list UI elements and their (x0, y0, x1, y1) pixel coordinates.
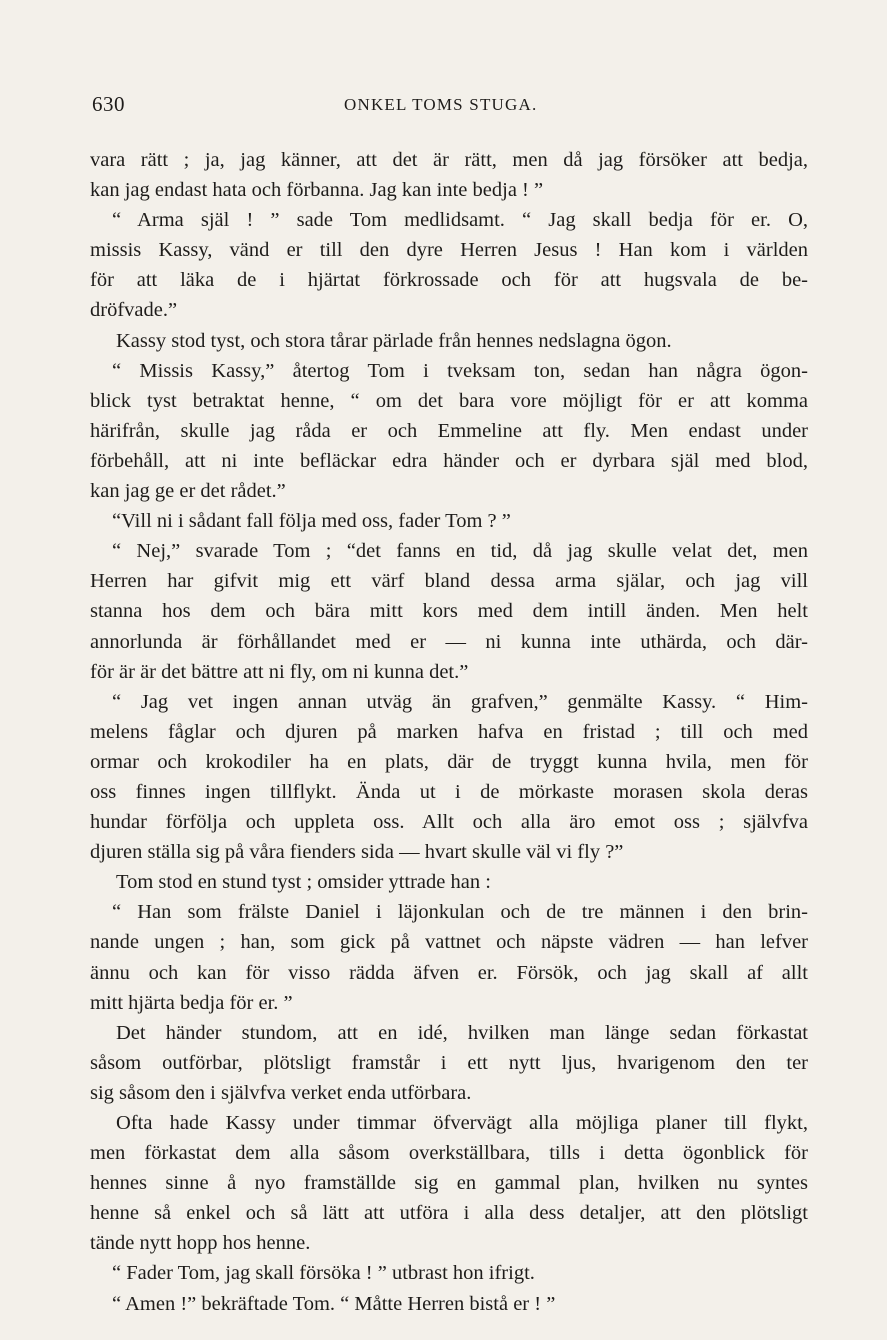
text-line: förbehåll, att ni inte befläckar edra händer och er dyrbara själ med blod, (90, 449, 808, 472)
text-line: ännu och kan för visso rädda äfven er. Försök, och jag skall af allt (90, 961, 808, 984)
text-line: nande ungen ; han, som gick på vattnet och näpste vädren — han lefver (90, 931, 808, 954)
text-line: Ofta hade Kassy under timmar öfvervägt alla möjliga planer till flykt, (116, 1112, 808, 1134)
text-line: “ Jag vet ingen annan utväg än grafven,” genmälte Kassy. “ Him- (112, 690, 808, 713)
body-text (90, 145, 808, 1319)
text-line: Herren har gifvit mig ett värf bland dessa arma själar, och jag vill (90, 570, 808, 593)
text-line: “ Nej,” svarade Tom ; “det fanns en tid, då jag skulle velat det, men (112, 540, 808, 563)
text-line: “ Arma själ ! ” sade Tom medlidsamt. “ Jag skall bedja för er. O, (112, 209, 808, 232)
text-line: härifrån, skulle jag råda er och Emmeline att fly. Men endast under (90, 419, 808, 442)
text-line: för är är det bättre att ni fly, om ni kunna det.” (90, 660, 469, 683)
text-line: för att läka de i hjärtat förkrossade och för att hugsvala de be- (90, 269, 808, 292)
text-line: dröfvade.” (90, 299, 178, 322)
page-number: 630 (92, 92, 125, 116)
text-line: annorlunda är förhållandet med er — ni kunna inte uthärda, och där- (90, 630, 808, 653)
text-line: hundar förfölja och uppleta oss. Allt och alla äro emot oss ; självfva (90, 811, 808, 834)
page-header (92, 92, 812, 122)
text-line: ormar och krokodiler ha en plats, där de tryggt kunna hvila, men för (90, 750, 808, 773)
text-line: sig såsom den i självfva verket enda utförbara. (90, 1081, 472, 1104)
text-line: “ Fader Tom, jag skall försöka ! ” utbrast hon ifrigt. (112, 1262, 535, 1285)
text-line: mitt hjärta bedja för er. ” (90, 991, 293, 1014)
text-line: melens fåglar och djuren på marken hafva en fristad ; till och med (90, 720, 808, 743)
text-line: men förkastat dem alla såsom overkställbara, tills i detta ögonblick för (90, 1142, 808, 1165)
text-line: hennes sinne å nyo framställde sig en gammal plan, hvilken nu syntes (90, 1172, 808, 1195)
text-line: oss finnes ingen tillflykt. Ända ut i de mörkaste morasen skola deras (90, 780, 808, 803)
text-line: Tom stod en stund tyst ; omsider yttrade han : (116, 871, 491, 894)
text-line: såsom outförbar, plötsligt framstår i ett nytt ljus, hvarigenom den ter (90, 1051, 808, 1074)
text-line: “Vill ni i sådant fall följa med oss, fader Tom ? ” (112, 510, 511, 533)
text-line: Det händer stundom, att en idé, hvilken man länge sedan förkastat (116, 1021, 808, 1044)
text-line: “ Amen !” bekräftade Tom. “ Måtte Herren bistå er ! ” (112, 1292, 556, 1315)
text-line: “ Han som frälste Daniel i läjonkulan och de tre männen i den brin- (112, 901, 808, 924)
text-line: kan jag endast hata och förbanna. Jag kan inte bedja ! ” (90, 179, 544, 202)
text-line: tände nytt hopp hos henne. (90, 1232, 311, 1255)
text-line: Kassy stod tyst, och stora tårar pärlade från hennes nedslagna ögon. (116, 329, 672, 352)
text-line: djuren ställa sig på våra fienders sida — hvart skulle väl vi fly ?” (90, 841, 624, 864)
text-line: vara rätt ; ja, jag känner, att det är rätt, men då jag försöker att bedja, (90, 149, 808, 171)
text-line: missis Kassy, vänd er till den dyre Herren Jesus ! Han kom i världen (90, 239, 808, 262)
text-line: kan jag ge er det rådet.” (90, 480, 286, 503)
text-line: henne så enkel och så lätt att utföra i alla dess detaljer, att den plötsligt (90, 1202, 808, 1225)
text-line: “ Missis Kassy,” återtog Tom i tveksam ton, sedan han några ögon- (112, 359, 808, 382)
text-line: blick tyst betraktat henne, “ om det bara vore möjligt för er att komma (90, 389, 808, 412)
running-title: ONKEL TOMS STUGA. (344, 95, 538, 114)
text-line: stanna hos dem och bära mitt kors med dem intill änden. Men helt (90, 600, 808, 623)
